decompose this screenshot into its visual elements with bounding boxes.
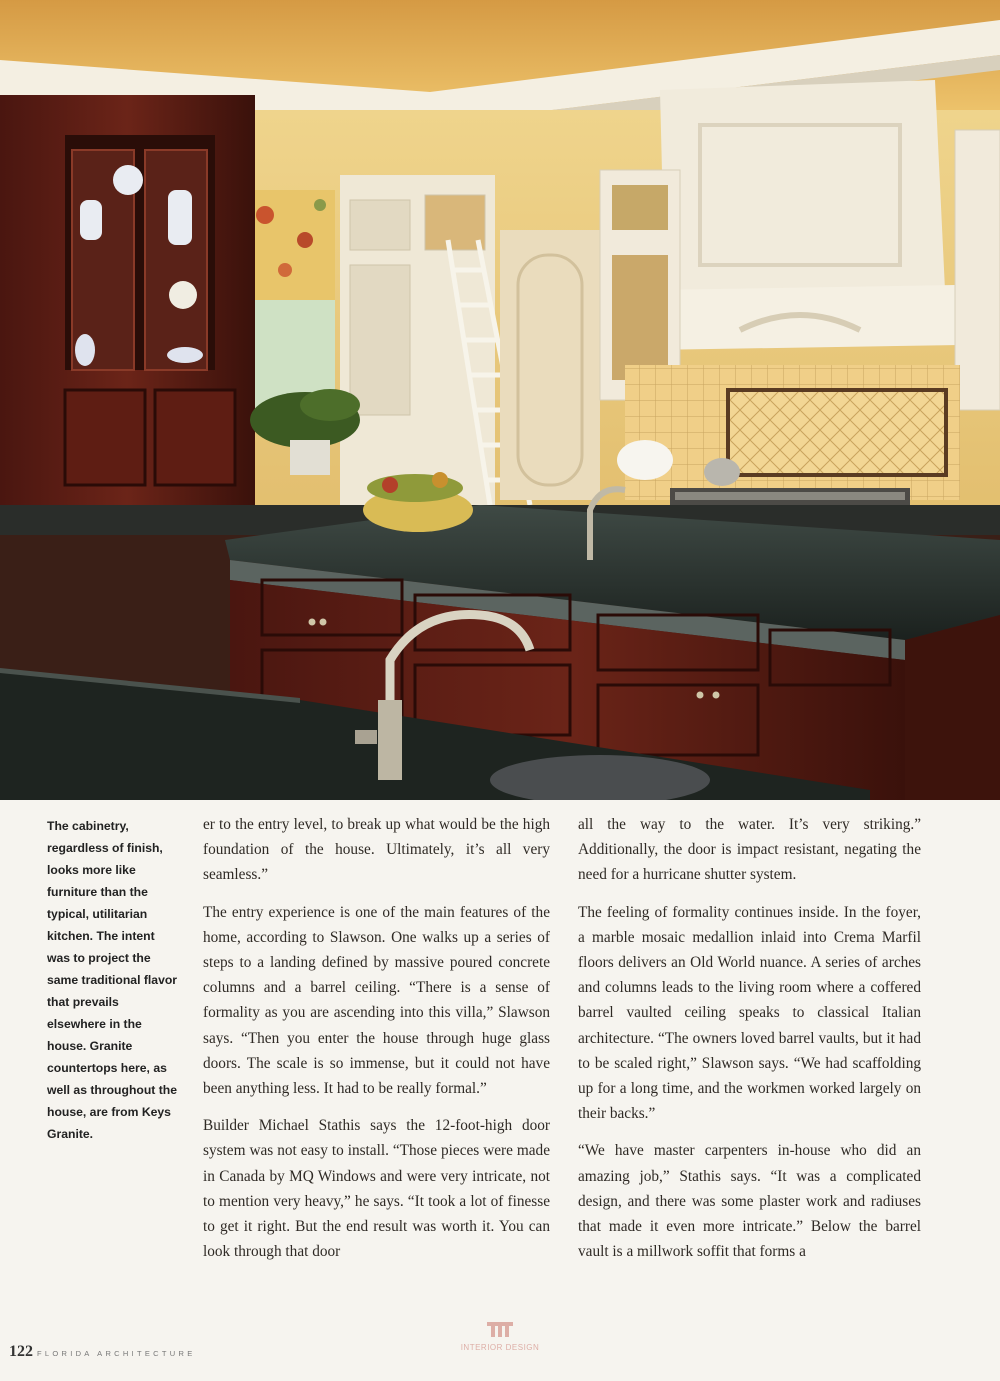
paragraph: The entry experience is one of the main features of the home, according to Slawson. One walks up a series of steps to a landing defined by massive poured concrete columns and a barrel ceiling. “There is a sense of formality as you are ascending into this villa,” Slawson says. “Then you enter the house through huge glass doors. The scale is so immense, but it could not have been anything less. It had to be really formal.” bbox=[203, 903, 550, 1098]
page-number: 122 bbox=[9, 1343, 33, 1360]
article-column-2 bbox=[578, 812, 921, 1276]
watermark bbox=[455, 1320, 545, 1352]
paragraph: Builder Michael Stathis says the 12-foot-high door system was not easy to install. “Those pieces were made in Canada by MQ Windows and were very intricate, not to mention very heavy,” he says. “It took a lot of finesse to get it right. But the end result was worth it. You can look through that door bbox=[203, 1117, 550, 1261]
paragraph: all the way to the water. It’s very striking.” Additionally, the door is impact resistant, negating the need for a hurricane shutter system. bbox=[578, 816, 921, 884]
photo-caption: The cabinetry, regardless of finish, looks more like furniture than the typical, utilitarian kitchen. The intent was to project the same traditional flavor that prevails elsewhere in the house. Granite countertops here, as well as throughout the house, are from Keys Granite. bbox=[47, 819, 178, 1141]
paragraph: “We have master carpenters in-house who did an amazing job,” Stathis says. “It was a complicated design, and there was some plaster work and radiuses that made it even more intricate.” Below the barrel vault is a millwork soffit that forms a bbox=[578, 1142, 921, 1261]
article-column-1 bbox=[203, 812, 550, 1276]
paragraph: er to the entry level, to break up what would be the high foundation of the house. Ultimately, it’s all very seamless.” bbox=[203, 816, 550, 884]
magazine-name: FLORIDA ARCHITECTURE bbox=[37, 1349, 196, 1358]
watermark-logo-icon bbox=[485, 1320, 515, 1338]
paragraph: The feeling of formality continues inside. In the foyer, a marble mosaic medallion inlaid into Crema Marfil floors delivers an Old World nuance. A series of arches and columns leads to the living room where a coffered barrel vaulted ceiling speaks to classical Italian architecture. “The owners loved barrel vaults, but it had to be scaled right,” Slawson says. “We had scaffolding up for a long time, and the workmen worked largely on their backs.” bbox=[578, 903, 921, 1123]
page-footer bbox=[9, 1343, 196, 1363]
watermark-text: INTERIOR DESIGN bbox=[460, 1343, 540, 1352]
